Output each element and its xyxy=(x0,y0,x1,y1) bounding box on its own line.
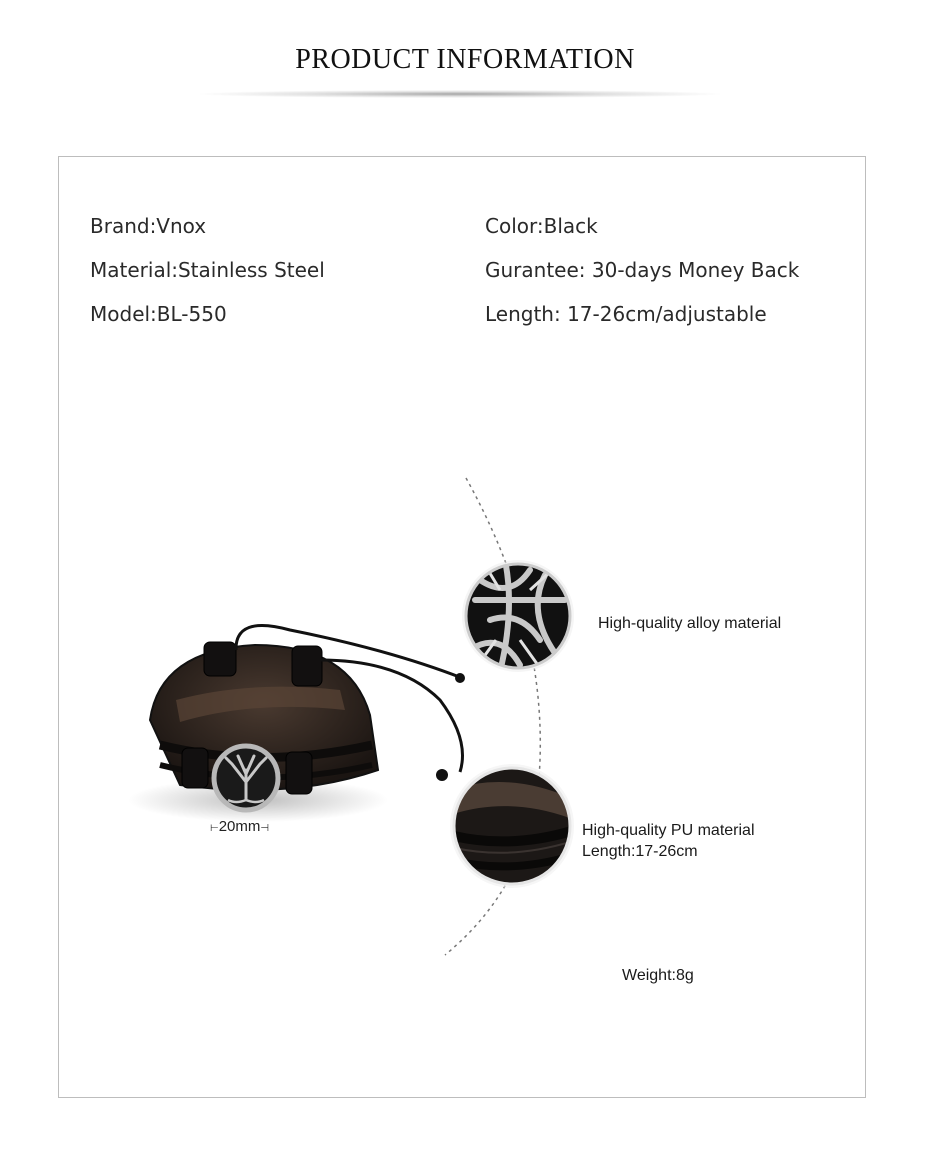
width-value: 20mm xyxy=(218,818,261,835)
pu-leather-detail-icon xyxy=(450,764,575,888)
page-title: PRODUCT INFORMATION xyxy=(295,44,635,75)
pu-length-callout: Length:17-26cm xyxy=(582,843,698,860)
spec-model: Model:BL-550 xyxy=(90,302,227,326)
pu-callout: High-quality PU material xyxy=(582,822,755,839)
alloy-callout: High-quality alloy material xyxy=(598,615,782,632)
spec-color: Color:Black xyxy=(485,214,598,238)
spec-material: Material:Stainless Steel xyxy=(90,258,325,282)
leather-bracelet-icon xyxy=(150,626,465,811)
tree-of-life-charm-icon xyxy=(214,746,278,810)
alloy-detail-icon xyxy=(462,560,574,672)
spec-brand: Brand:Vnox xyxy=(90,214,207,238)
weight-callout: Weight:8g xyxy=(622,967,694,984)
spec-length: Length: 17-26cm/adjustable xyxy=(485,302,767,326)
width-dimension-label: ⊢20mm⊣ xyxy=(210,818,270,835)
spec-guarantee: Gurantee: 30-days Money Back xyxy=(485,258,800,282)
